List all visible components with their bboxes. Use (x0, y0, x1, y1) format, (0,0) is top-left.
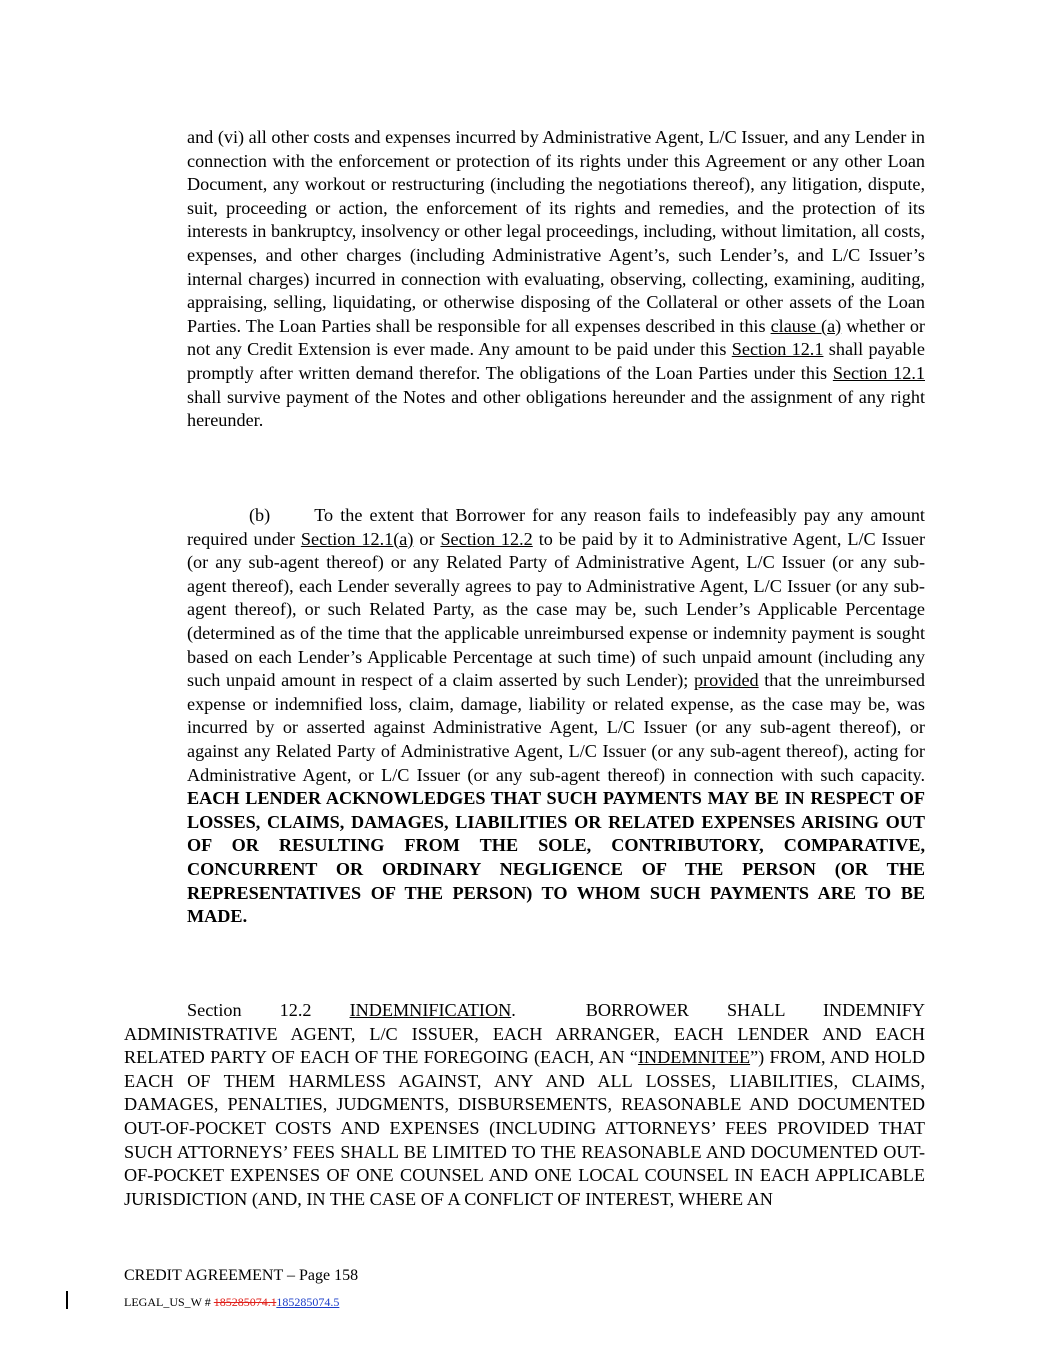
paragraph-text: whether or not any Credit Extension is ever made. Any amount to be paid under this (187, 315, 925, 360)
paragraph-text: shall survive payment of the Notes and other obligations hereunder and the assignment of any right hereunder. (187, 386, 925, 431)
paragraph-text: shall payable promptly after written demand therefor. The obligations of the Loan Parties under this (187, 339, 926, 383)
paragraph-text: or (419, 528, 435, 549)
paragraph-expenses-clause (187, 126, 925, 433)
paragraph-text: that the unreimbursed expense or indemnified loss, claim, damage, liability or related expense, as the case may be, was incurred by or asserted against Administrative Agent, L/C Issuer (or any sub-agent thereof), or against any Related Party of Administrative Agent, L/C Issuer (or any sub-agent thereof), acting for Administrative Agent, or L/C Issuer (or any sub-agent thereof) in connection with such capacity. (187, 670, 926, 785)
inserted-doc-id: 185285074.5 (276, 1295, 340, 1309)
section-number: Section 12.2 (187, 1000, 312, 1020)
paragraph-clause-b (187, 504, 925, 929)
cross-reference-clause-a: clause (a) (770, 315, 842, 336)
revision-change-bar (66, 1291, 68, 1309)
paragraph-text: BORROWER SHALL INDEMNIFY ADMINISTRATIVE AGENT, L/C ISSUER, EACH ARRANGER, EACH LENDER AND EACH RELATED PARTY OF EACH OF THE FOREGOING (EACH, AN “ (124, 1000, 926, 1068)
clause-label: (b) (249, 505, 271, 525)
heading-punctuation: . (511, 1000, 516, 1020)
doc-id-prefix: LEGAL_US_W # (124, 1295, 211, 1309)
footer-page-title: CREDIT AGREEMENT – Page 158 (124, 1267, 359, 1284)
cross-reference-section-12-1a: Section 12.1(a) (300, 528, 414, 549)
footer-document-id (124, 1294, 339, 1310)
cross-reference-section-12-2: Section 12.2 (440, 528, 533, 549)
section-12-2-indemnification (124, 999, 925, 1211)
paragraph-text: To the extent that Borrower for any reason fails to indefeasibly pay any amount required under (187, 505, 925, 549)
paragraph-text: ”) FROM, AND HOLD EACH OF THEM HARMLESS AGAINST, ANY AND ALL LOSSES, LIABILITIES, CLAIMS, DAMAGES, PENALTIES, JUDGMENTS, DISBURSEMENTS, REASONABLE AND DOCUMENTED OUT-OF-POCKET COSTS AND EXPENSES (INCLUDING ATTORNEYS’ FEES PROVIDED THAT SUCH ATTORNEYS’ FEES SHALL BE LIMITED TO THE REASONABLE AND DOCUMENTED OUT-OF-POCKET EXPENSES OF ONE COUNSEL AND ONE LOCAL COUNSEL IN EACH APPLICABLE JURISDICTION (AND, IN THE CASE OF A CONFLICT OF INTEREST, WHERE AN (124, 1047, 926, 1209)
paragraph-text: to be paid by it to Administrative Agent, L/C Issuer (or any sub-agent thereof) or any Related Party of Administrative Agent, L/C Issuer (or any sub-agent thereof), each Lender severally agrees to pay to Administrative Agent, L/C Issuer (or any sub-agent thereof), or such Related Party, as the case may be, such Lender’s Applicable Percentage (determined as of the time that the applicable unreimbursed expense or indemnity payment is sought based on each Lender’s Applicable Percentage at such time) of such unpaid amount (including any such unpaid amount in respect of a claim asserted by such Lender); (187, 528, 926, 691)
paragraph-text: and (vi) all other costs and expenses incurred by Administrative Agent, L/C Issuer, and any Lender in connection with the enforcement or protection of its rights under this Agreement or any other Loan Document, any workout or restructuring (including the negotiations thereof), any litigation, dispute, suit, proceeding or action, the enforcement of its rights and remedies, and the protection of its interests in bankruptcy, insolvency or other legal proceedings, including, without limitation, all costs, expenses, and other charges (including Administrative Agent’s, such Lender’s, and L/C Issuer’s internal charges) incurred in connection with evaluating, observing, collecting, examining, auditing, appraising, selling, liquidating, or otherwise disposing of the Collateral or other assets of the Loan Parties. The Loan Parties shall be responsible for all expenses described in this (187, 127, 925, 336)
deleted-doc-id: 185285074.1 (213, 1295, 277, 1309)
defined-term-indemnitee: INDEMNITEE (637, 1047, 751, 1068)
section-heading: INDEMNIFICATION (349, 1000, 512, 1020)
cross-reference-section-12-1: Section 12.1 (731, 339, 824, 360)
bold-acknowledgement: EACH LENDER ACKNOWLEDGES THAT SUCH PAYMENTS MAY BE IN RESPECT OF LOSSES, CLAIMS, DAMAGES, LIABILITIES OR RELATED EXPENSES ARISING OUT OF OR RESULTING FROM THE SOLE, CONTRIBUTORY, COMPARATIVE, CONCURRENT OR ORDINARY NEGLIGENCE OF THE PERSON (OR THE REPRESENTATIVES OF THE PERSON) TO WHOM SUCH PAYMENTS ARE TO BE MADE. (187, 788, 925, 927)
cross-reference-section-12-1: Section 12.1 (832, 362, 925, 383)
provided-term: provided (693, 670, 759, 691)
